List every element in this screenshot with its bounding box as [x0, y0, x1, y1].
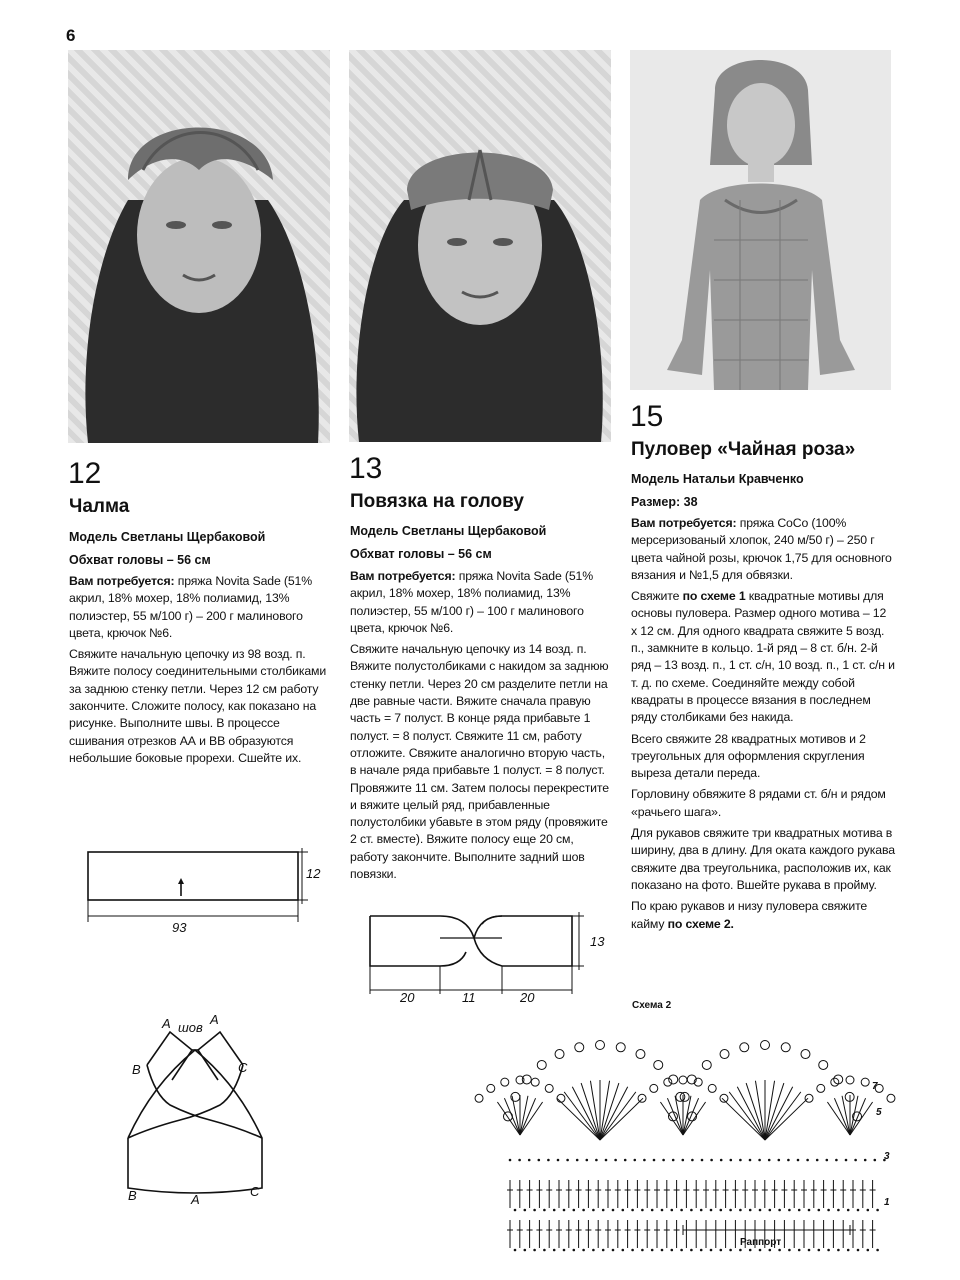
dimension-right: 20 — [520, 990, 535, 1005]
instructions-scheme1: Свяжите по схеме 1 квадратные мотивы для основы пуловера. Размер одного мотива – 12 х 12 см. Для одного квадрата свяжите 5 возд. п., замкните в кольцо. 1-й ряд – 8 ст. б/н. 2-й ряд – 13 возд. п., 1 ст. с/н, 10 возд. п., 1 ст. с/н и т. д. по схеме. Соединяйте между собой квадраты в процессе вязания в последнем ряду столбиками без накида. — [631, 589, 895, 725]
photo-turban — [68, 50, 330, 443]
model-title: Пуловер «Чайная роза» — [631, 439, 856, 460]
page-number: 6 — [66, 26, 76, 45]
label-b: B — [128, 1188, 137, 1203]
instructions-sleeves: Для рукавов свяжите три квадратных мотива в ширину, два в длину. Для оката каждого рукава свяжите два треугольника, расположив их, как показано на фото. Вшейте рукава в пройму. — [631, 826, 895, 892]
dimension-middle: 11 — [462, 990, 476, 1005]
headband-diagram — [362, 908, 614, 1008]
row-label: 3 — [884, 1151, 890, 1162]
instructions-neckline: Горловину обвяжите 8 рядами ст. б/н и рядом «рачьего шага». — [631, 787, 886, 819]
model-size: Обхват головы – 56 см — [69, 553, 211, 567]
dimension-left: 20 — [400, 990, 415, 1005]
dimension-height: 13 — [590, 934, 605, 949]
label-a: A — [191, 1192, 200, 1207]
materials-text: пряжа Novita Sade (51% акрил, 18% мохер, 18% полиамид, 13% полиэстер, 55 м/100 г) – 100 г малинового цвета, крючок №6. — [350, 569, 594, 635]
model-number: 13 — [349, 452, 383, 485]
dimension-height: 12 — [306, 866, 321, 881]
label-a: A — [210, 1012, 219, 1027]
instructions-edging: По краю рукавов и низу пуловера свяжите кайму по схеме 2. — [631, 899, 868, 931]
model-text — [631, 515, 895, 937]
label-a: A — [162, 1016, 171, 1031]
row-label: 5 — [876, 1107, 882, 1118]
instructions-total: Всего свяжите 28 квадратных мотивов и 2 треугольных для оформления скругления выреза детали переда. — [631, 731, 866, 781]
row-label: 1 — [884, 1197, 890, 1208]
model-author: Модель Светланы Щербаковой — [350, 524, 547, 538]
model-title: Чалма — [69, 496, 130, 517]
model-number: 15 — [630, 400, 664, 433]
dimension-width: 93 — [172, 920, 187, 935]
materials-label: Вам потребуется: — [69, 574, 175, 588]
model-author: Модель Натальи Кравченко — [631, 472, 804, 486]
instructions: Свяжите начальную цепочку из 98 возд. п. Вяжите полосу соединительными столбиками за заднюю стенку петли. Через 12 см работу закончите. Сложите полосу, как показано на рисунке. Выполните швы. В процессе сшивания отрезков АА и ВВ образуются небольшие боковые прорехи. Сшейте их. — [69, 647, 327, 765]
photo-pullover — [630, 50, 891, 390]
model-title: Повязка на голову — [350, 491, 524, 512]
scheme-title: Схема 2 — [632, 1000, 672, 1011]
model-size: Размер: 38 — [631, 495, 698, 509]
scheme-2-chart — [500, 1015, 895, 1250]
assembly-diagram — [110, 1010, 280, 1210]
photo-headband — [349, 50, 611, 442]
materials-text: пряжа CoCo (100% мерсеризованый хлопок, 240 м/50 г) – 250 г цвета чайной розы, крючок 1,75 для основного вязания и №1,5 для обвязки. — [631, 516, 892, 582]
label-seam: шов — [178, 1020, 203, 1035]
label-b: B — [132, 1062, 141, 1077]
materials-text: пряжа Novita Sade (51% акрил, 18% мохер, 18% полиамид, 13% полиэстер, 55 м/100 г) – 200 г малинового цвета, крючок №6. — [69, 574, 313, 640]
row-label: 7 — [872, 1081, 878, 1092]
label-c: C — [238, 1060, 248, 1075]
materials-label: Вам потребуется: — [631, 516, 737, 530]
label-c: C — [250, 1184, 260, 1199]
instructions: Свяжите начальную цепочку из 14 возд. п. Вяжите полустолбиками с накидом за заднюю стенку петли. Через 20 см разделите петли на две равные части. Вяжите сначала правую часть = 7 полуст. В конце ряда прибавьте 1 полуст. = 8 полуст. Свяжите 11 см, работу отложите. Свяжите аналогично вторую часть, в начале ряда прибавьте 1 полуст. = 8 полуст. Провяжите 11 см. Затем полосы перекрестите и вяжите целый ряд, прибавленные полустолбики убавьте в этом ряду (провяжите 2 ст. вместе). Вяжите полосу еще 20 см, работу закончите. Выполните задний шов повязки. — [350, 642, 609, 882]
model-author: Модель Светланы Щербаковой — [69, 530, 266, 544]
model-number: 12 — [68, 457, 102, 490]
materials-label: Вам потребуется: — [350, 569, 456, 583]
model-text — [350, 568, 613, 887]
rapport-label: Раппорт — [740, 1237, 782, 1248]
model-text — [69, 573, 331, 771]
strip-diagram — [80, 826, 330, 936]
model-size: Обхват головы – 56 см — [350, 547, 492, 561]
